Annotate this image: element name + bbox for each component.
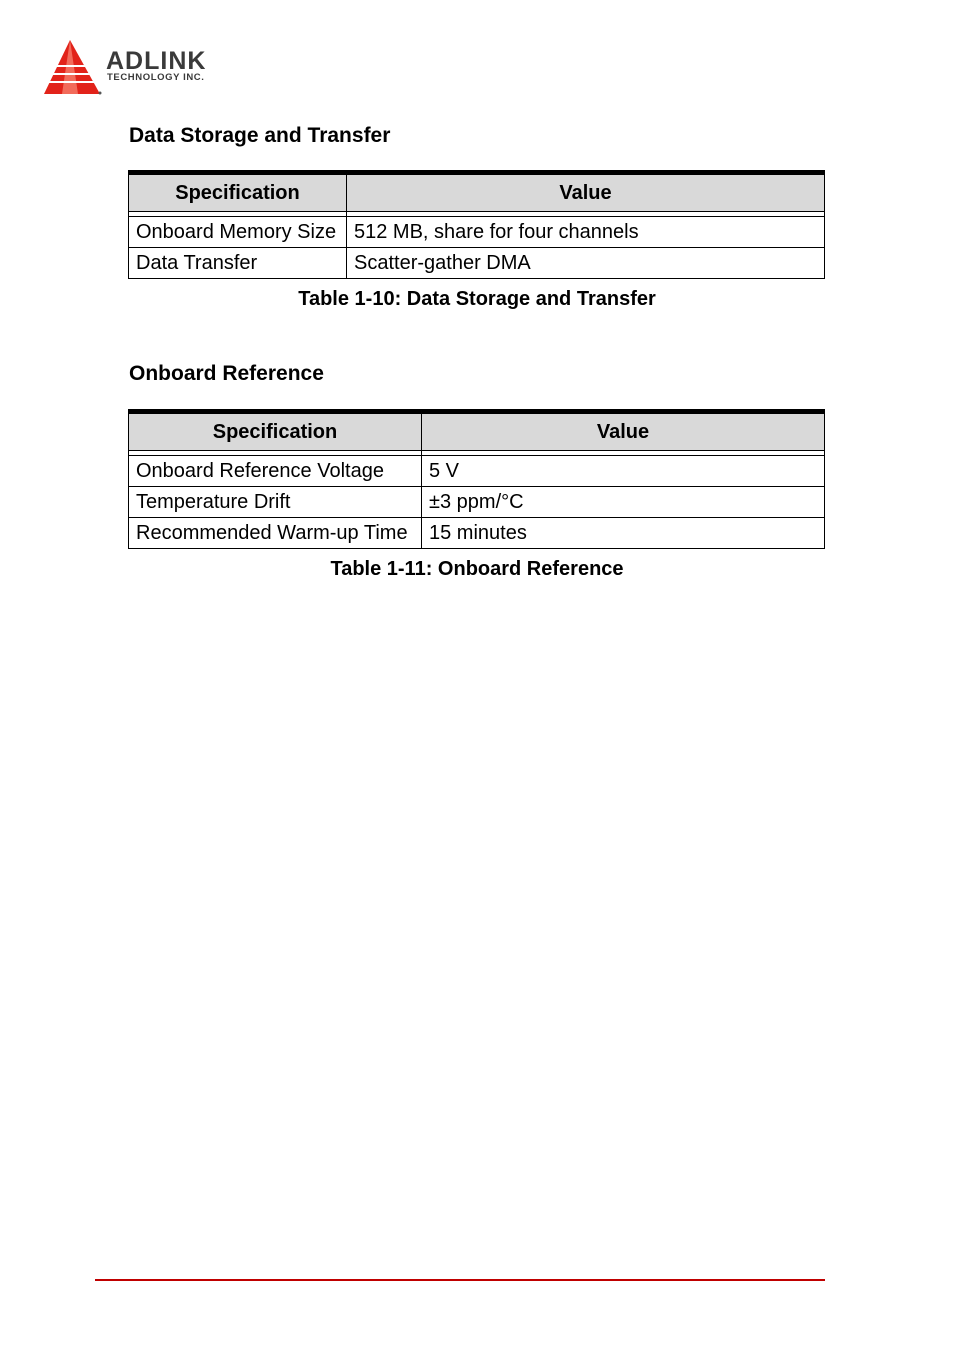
table-header-row [129,175,825,212]
table-row [129,456,825,487]
value-cell: Scatter-gather DMA [347,248,825,279]
data-storage-table [128,170,825,279]
section-title-data-storage: Data Storage and Transfer [129,124,391,147]
section-title-onboard-reference: Onboard Reference [129,362,324,385]
footer-divider [95,1279,825,1281]
adlink-logo [42,38,242,100]
table-row [129,518,825,549]
table-caption-data-storage: Table 1-10: Data Storage and Transfer [298,288,656,310]
spec-cell: Temperature Drift [129,487,422,518]
spec-cell: Onboard Memory Size [129,217,347,248]
onboard-reference-table [128,409,825,549]
column-header-value: Value [422,414,825,451]
table-row [129,487,825,518]
table-header-row [129,414,825,451]
table-row [129,217,825,248]
value-cell: 15 minutes [422,518,825,549]
logo-wordmark: ADLINK [106,47,207,75]
column-header-specification: Specification [129,175,347,212]
logo-subtitle: TECHNOLOGY INC. [107,72,205,83]
spec-cell: Recommended Warm-up Time [129,518,422,549]
value-cell: ±3 ppm/°C [422,487,825,518]
value-cell: 5 V [422,456,825,487]
table-caption-onboard-reference: Table 1-11: Onboard Reference [330,558,624,580]
spec-cell: Onboard Reference Voltage [129,456,422,487]
column-header-value: Value [347,175,825,212]
spec-cell: Data Transfer [129,248,347,279]
value-cell: 512 MB, share for four channels [347,217,825,248]
adlink-triangle-logo-icon [42,38,104,100]
column-header-specification: Specification [129,414,422,451]
table-row [129,248,825,279]
